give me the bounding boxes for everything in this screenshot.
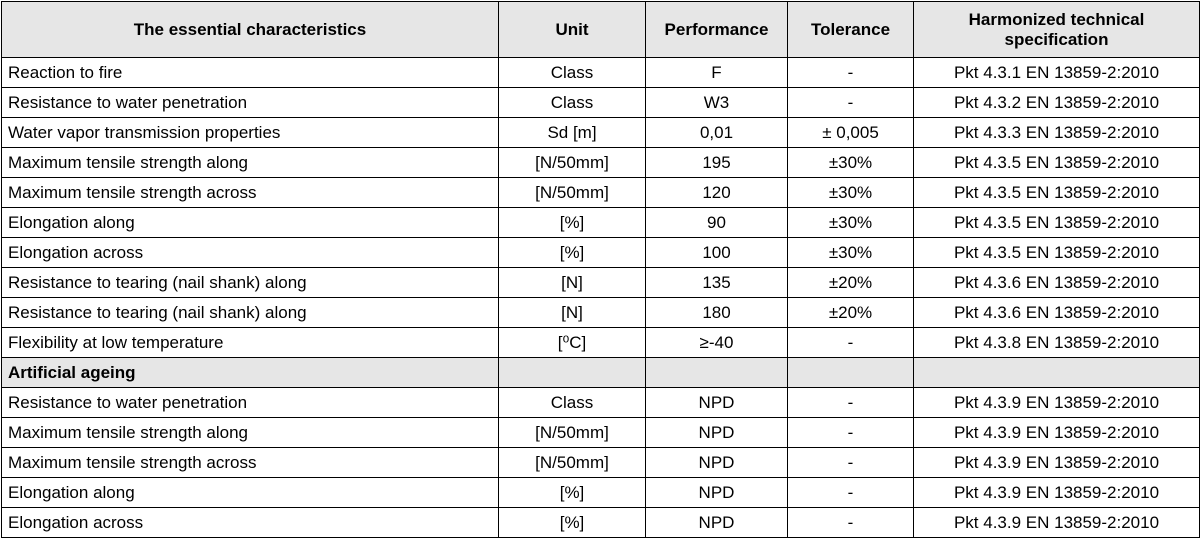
section-cell-empty xyxy=(914,358,1200,388)
header-tolerance: Tolerance xyxy=(788,2,914,58)
cell-unit: [N/50mm] xyxy=(499,448,646,478)
table-row xyxy=(2,508,1200,538)
cell-specification: Pkt 4.3.6 EN 13859-2:2010 xyxy=(914,268,1200,298)
header-row xyxy=(2,2,1200,58)
header-characteristic: The essential characteristics xyxy=(2,2,499,58)
cell-tolerance: ±30% xyxy=(788,148,914,178)
cell-performance: ≥-40 xyxy=(646,328,788,358)
cell-performance: NPD xyxy=(646,508,788,538)
table-row xyxy=(2,208,1200,238)
cell-characteristic: Maximum tensile strength across xyxy=(2,178,499,208)
cell-specification: Pkt 4.3.5 EN 13859-2:2010 xyxy=(914,208,1200,238)
cell-specification: Pkt 4.3.1 EN 13859-2:2010 xyxy=(914,58,1200,88)
cell-tolerance: - xyxy=(788,88,914,118)
cell-tolerance: - xyxy=(788,508,914,538)
header-specification: Harmonized technical specification xyxy=(914,2,1200,58)
cell-characteristic: Resistance to water penetration xyxy=(2,88,499,118)
cell-performance: 100 xyxy=(646,238,788,268)
cell-specification: Pkt 4.3.5 EN 13859-2:2010 xyxy=(914,178,1200,208)
cell-specification: Pkt 4.3.9 EN 13859-2:2010 xyxy=(914,388,1200,418)
cell-characteristic: Elongation along xyxy=(2,208,499,238)
cell-characteristic: Elongation across xyxy=(2,508,499,538)
cell-unit: [N/50mm] xyxy=(499,418,646,448)
cell-characteristic: Maximum tensile strength across xyxy=(2,448,499,478)
table-row xyxy=(2,478,1200,508)
cell-tolerance: - xyxy=(788,448,914,478)
cell-characteristic: Maximum tensile strength along xyxy=(2,148,499,178)
section-row xyxy=(2,358,1200,388)
cell-specification: Pkt 4.3.6 EN 13859-2:2010 xyxy=(914,298,1200,328)
table-row xyxy=(2,328,1200,358)
table-row xyxy=(2,88,1200,118)
cell-tolerance: ± 0,005 xyxy=(788,118,914,148)
cell-unit: [N/50mm] xyxy=(499,148,646,178)
table-row xyxy=(2,58,1200,88)
header-unit: Unit xyxy=(499,2,646,58)
cell-tolerance: - xyxy=(788,418,914,448)
table-row xyxy=(2,148,1200,178)
table-row xyxy=(2,298,1200,328)
cell-specification: Pkt 4.3.9 EN 13859-2:2010 xyxy=(914,448,1200,478)
cell-characteristic: Elongation across xyxy=(2,238,499,268)
cell-performance: 0,01 xyxy=(646,118,788,148)
cell-performance: F xyxy=(646,58,788,88)
cell-performance: 180 xyxy=(646,298,788,328)
cell-unit: Class xyxy=(499,58,646,88)
cell-specification: Pkt 4.3.9 EN 13859-2:2010 xyxy=(914,478,1200,508)
cell-specification: Pkt 4.3.2 EN 13859-2:2010 xyxy=(914,88,1200,118)
cell-unit: Class xyxy=(499,88,646,118)
table-row xyxy=(2,118,1200,148)
cell-performance: W3 xyxy=(646,88,788,118)
cell-specification: Pkt 4.3.5 EN 13859-2:2010 xyxy=(914,238,1200,268)
cell-characteristic: Resistance to tearing (nail shank) along xyxy=(2,268,499,298)
cell-unit: [%] xyxy=(499,508,646,538)
cell-characteristic: Resistance to tearing (nail shank) along xyxy=(2,298,499,328)
cell-tolerance: ±30% xyxy=(788,238,914,268)
cell-performance: 90 xyxy=(646,208,788,238)
cell-tolerance: ±30% xyxy=(788,178,914,208)
cell-tolerance: - xyxy=(788,478,914,508)
cell-tolerance: ±20% xyxy=(788,298,914,328)
cell-characteristic: Maximum tensile strength along xyxy=(2,418,499,448)
cell-unit: [%] xyxy=(499,238,646,268)
cell-unit: [N] xyxy=(499,298,646,328)
cell-unit: Class xyxy=(499,388,646,418)
cell-specification: Pkt 4.3.8 EN 13859-2:2010 xyxy=(914,328,1200,358)
cell-specification: Pkt 4.3.3 EN 13859-2:2010 xyxy=(914,118,1200,148)
cell-performance: 135 xyxy=(646,268,788,298)
cell-characteristic: Resistance to water penetration xyxy=(2,388,499,418)
cell-performance: NPD xyxy=(646,418,788,448)
table-row xyxy=(2,268,1200,298)
cell-unit: [%] xyxy=(499,208,646,238)
section-title: Artificial ageing xyxy=(2,358,499,388)
cell-performance: 195 xyxy=(646,148,788,178)
section-cell-empty xyxy=(646,358,788,388)
table-body xyxy=(2,58,1200,538)
table-header xyxy=(2,2,1200,58)
cell-tolerance: - xyxy=(788,58,914,88)
cell-specification: Pkt 4.3.5 EN 13859-2:2010 xyxy=(914,148,1200,178)
header-performance: Performance xyxy=(646,2,788,58)
cell-performance: 120 xyxy=(646,178,788,208)
cell-specification: Pkt 4.3.9 EN 13859-2:2010 xyxy=(914,508,1200,538)
cell-unit: [N] xyxy=(499,268,646,298)
cell-performance: NPD xyxy=(646,388,788,418)
cell-unit: [%] xyxy=(499,478,646,508)
cell-unit: [N/50mm] xyxy=(499,178,646,208)
cell-characteristic: Elongation along xyxy=(2,478,499,508)
section-cell-empty xyxy=(499,358,646,388)
cell-specification: Pkt 4.3.9 EN 13859-2:2010 xyxy=(914,418,1200,448)
table-row xyxy=(2,448,1200,478)
cell-tolerance: ±30% xyxy=(788,208,914,238)
cell-tolerance: - xyxy=(788,328,914,358)
cell-unit: [⁰C] xyxy=(499,328,646,358)
cell-unit: Sd [m] xyxy=(499,118,646,148)
cell-tolerance: ±20% xyxy=(788,268,914,298)
cell-characteristic: Flexibility at low temperature xyxy=(2,328,499,358)
table-row xyxy=(2,178,1200,208)
cell-performance: NPD xyxy=(646,448,788,478)
characteristics-table xyxy=(1,1,1200,538)
table-row xyxy=(2,238,1200,268)
table-row xyxy=(2,418,1200,448)
cell-characteristic: Reaction to fire xyxy=(2,58,499,88)
table-row xyxy=(2,388,1200,418)
cell-tolerance: - xyxy=(788,388,914,418)
cell-performance: NPD xyxy=(646,478,788,508)
section-cell-empty xyxy=(788,358,914,388)
cell-characteristic: Water vapor transmission properties xyxy=(2,118,499,148)
